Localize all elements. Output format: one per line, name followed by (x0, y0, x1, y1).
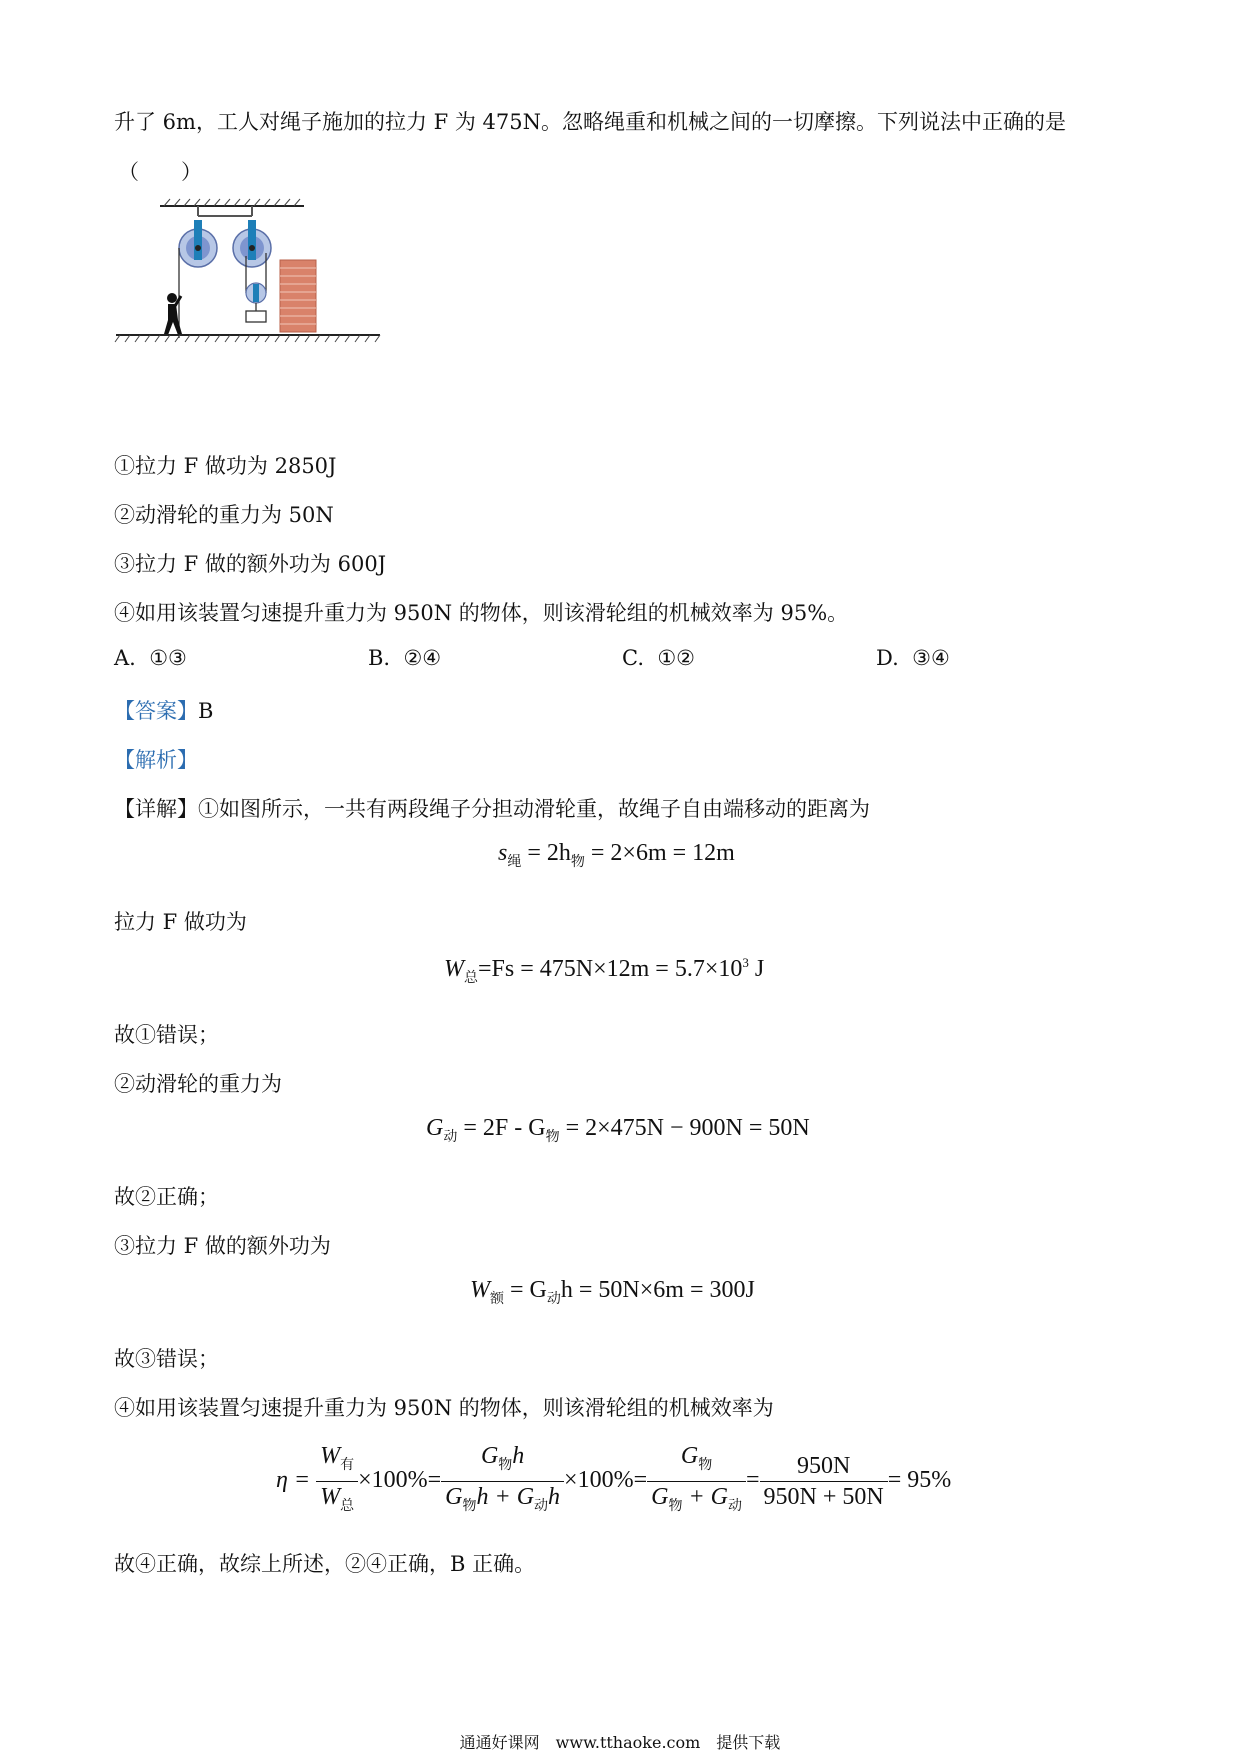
conclusion-3: 故③错误； (114, 1347, 219, 1371)
detail-step-3: ③拉力 F 做的额外功为 (114, 1234, 331, 1258)
conclusion-4: 故④正确，故综上所述，②④正确，B 正确。 (114, 1552, 536, 1576)
statement-2: ②动滑轮的重力为 50N (114, 503, 334, 527)
movable-pulley (246, 283, 266, 322)
page-footer: 通通好课网 www.tthaoke.com 提供下载 (459, 1733, 781, 1752)
option-a: A. ①③ (114, 646, 187, 670)
analysis-label: 【解析】 (114, 748, 198, 772)
fixed-pulley-right (233, 220, 271, 267)
detail-step-4: ④如用该装置匀速提升重力为 950N 的物体，则该滑轮组的机械效率为 (114, 1396, 774, 1420)
question-intro: 升了 6m，工人对绳子施加的拉力 F 为 475N。忽略绳重和机械之间的一切摩擦。下列说法中正确的是 (114, 110, 1066, 134)
answer-value: B (198, 699, 214, 723)
fraction-numeric: $\frac{950N}{950N + 50N}$ (760, 1451, 888, 1512)
fraction-weight-height: $\frac{G_物h}{G_物h + G_动h}$ (441, 1441, 564, 1522)
fraction-work: $\frac{W_有}{W_总}$ (316, 1441, 358, 1522)
equation-efficiency: η = $\frac{W_有}{W_总}$ ×100%= $\frac{G_物h}{G_物h + G_动h}$ ×100%= $\frac{G_物}{G_物 + G_动}$ = $\frac{950N}{950N + 50N}$ = 95% (276, 1441, 951, 1522)
equation-rope-distance: $s_绳 = 2h_物 = 2\times 6m = 12m$ (498, 840, 735, 870)
brick-wall (280, 260, 316, 332)
answer-line (114, 695, 213, 725)
equation-pulley-weight: $G_动 = 2F - G_物 = 2\times 475N - 900N = 50N$ (426, 1115, 810, 1145)
conclusion-1: 故①错误； (114, 1023, 219, 1047)
detail-step-1b: 拉力 F 做功为 (114, 910, 247, 934)
option-c: C. ①② (622, 646, 696, 670)
answer-parentheses: （ ） (118, 160, 202, 184)
statement-3: ③拉力 F 做的额外功为 600J (114, 552, 387, 576)
equation-extra-work: $W_额 = G_动h = 50N\times 6m = 300J$ (470, 1277, 755, 1307)
pulley-diagram (112, 198, 392, 378)
equation-total-work: $W_总=Fs = 475N\times 12m = 5.7\times 10^3$ J (444, 955, 765, 986)
answer-label: 【答案】 (114, 699, 198, 723)
detail-step-1: 【详解】①如图所示，一共有两段绳子分担动滑轮重，故绳子自由端移动的距离为 (114, 797, 870, 821)
conclusion-2: 故②正确； (114, 1185, 219, 1209)
statement-4: ④如用该装置匀速提升重力为 950N 的物体，则该滑轮组的机械效率为 95%。 (114, 601, 849, 625)
fixed-pulley-left (179, 220, 217, 267)
option-d: D. ③④ (876, 646, 950, 670)
fraction-weights: $\frac{G_物}{G_物 + G_动}$ (647, 1441, 746, 1522)
option-b: B. ②④ (368, 646, 442, 670)
statement-1: ①拉力 F 做功为 2850J (114, 454, 337, 478)
detail-step-2: ②动滑轮的重力为 (114, 1072, 282, 1096)
detail-label: 【详解】 (114, 797, 198, 821)
